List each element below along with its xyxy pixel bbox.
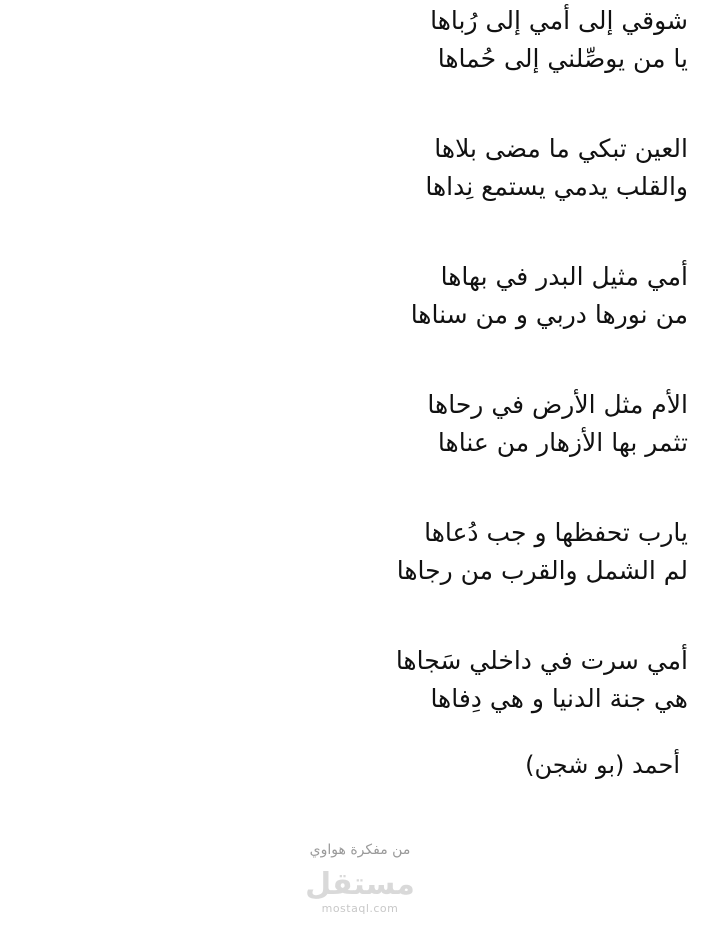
author-signature: أحمد (بو شجن) — [525, 751, 680, 779]
stanza-5 — [88, 514, 688, 590]
source-note: من مفكرة هواوي — [309, 842, 411, 858]
stanza-3 — [88, 258, 688, 334]
logo-domain: mostaql.com — [321, 902, 399, 915]
logo-wordmark: مستقل — [305, 867, 415, 902]
stanza-6 — [88, 642, 688, 718]
poem-line: يارب تحفظها و جب دُعاها — [424, 518, 688, 547]
poem-line: أمي مثيل البدر في بهاها — [440, 262, 688, 291]
poem-line: العين تبكي ما مضى بلاها — [434, 134, 688, 163]
poem-line: يا من يوصِّلني إلى حُماها — [437, 44, 688, 73]
poem-line: والقلب يدمي يستمع نِداها — [425, 172, 688, 201]
poem-line: تثمر بها الأزهار من عناها — [437, 428, 688, 457]
poem-line: من نورها دربي و من سناها — [410, 300, 688, 329]
poem-line: أمي سرت في داخلي سَجاها — [395, 646, 688, 675]
poem-line: الأم مثل الأرض في رحاها — [427, 390, 688, 419]
stanza-2 — [88, 130, 688, 206]
poem-line: لم الشمل والقرب من رجاها — [396, 556, 688, 585]
mostaql-watermark-logo — [300, 868, 420, 916]
poem — [88, 0, 688, 770]
poem-line: هي جنة الدنيا و هي دِفاها — [430, 684, 688, 713]
stanza-4 — [88, 386, 688, 462]
poem-line: شوقي إلى أمي إلى رُباها — [430, 6, 688, 35]
stanza-1 — [88, 0, 688, 78]
